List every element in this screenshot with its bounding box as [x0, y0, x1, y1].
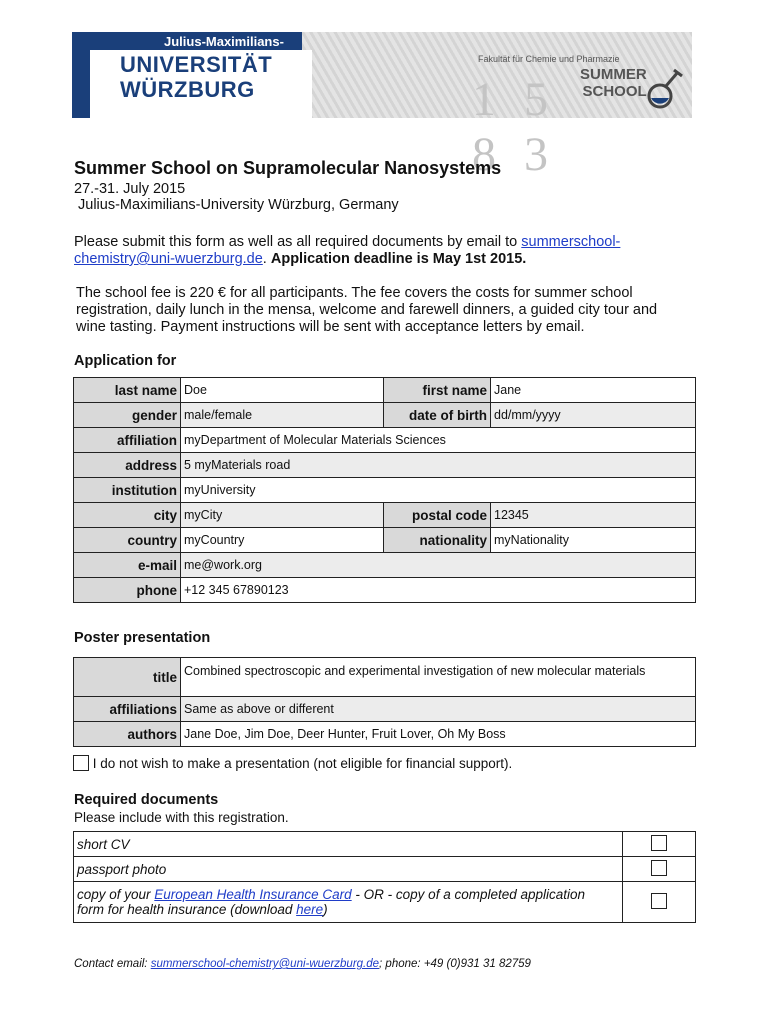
doc-cv: short CV: [74, 832, 623, 857]
poster-title-field[interactable]: Combined spectroscopic and experimental investigation of new molecular materials: [181, 658, 696, 697]
seal-digits: 15 83: [472, 73, 576, 181]
gender-field[interactable]: male/female: [181, 403, 384, 428]
institution-field[interactable]: myUniversity: [181, 478, 696, 503]
poster-table: [73, 657, 696, 747]
table-row: phone +12 345 67890123: [74, 578, 696, 603]
poster-heading: Poster presentation: [74, 630, 211, 646]
table-row: affiliation myDepartment of Molecular Materials Sciences: [74, 428, 696, 453]
table-row: affiliations Same as above or different: [74, 697, 696, 722]
submit-email-link-cont[interactable]: chemistry@uni-wuerzburg.de: [74, 251, 263, 267]
table-row: [74, 832, 696, 857]
table-row: title Combined spectroscopic and experimental investigation of new molecular materials: [74, 658, 696, 697]
poster-affiliations-field[interactable]: Same as above or different: [181, 697, 696, 722]
table-row: last name Doe first name Jane: [74, 378, 696, 403]
country-field[interactable]: myCountry: [181, 528, 384, 553]
logo-line1: UNIVERSITÄT: [120, 52, 273, 77]
footer-email-link[interactable]: summerschool-chemistry@uni-wuerzburg.de: [150, 958, 380, 970]
documents-subheading: Please include with this registration.: [74, 810, 289, 825]
ehic-link[interactable]: European Health Insurance Card: [154, 887, 352, 902]
table-row: [74, 857, 696, 882]
event-location: Julius-Maximilians-University Würzburg, Germany: [78, 197, 399, 213]
submit-email-link[interactable]: summerschool-: [521, 234, 621, 250]
table-row: gender male/female date of birth dd/mm/yyyy: [74, 403, 696, 428]
no-presentation-label: I do not wish to make a presentation (not eligible for financial support).: [92, 756, 513, 771]
affiliation-field[interactable]: myDepartment of Molecular Materials Sciences: [181, 428, 696, 453]
application-heading: Application for: [74, 353, 177, 369]
documents-table: [73, 831, 696, 923]
deadline: Application deadline is May 1st 2015.: [270, 251, 527, 267]
doc-ehic: copy of your European Health Insurance Card - OR - copy of a completed application form for health insurance (download here): [74, 882, 623, 923]
phone-field[interactable]: +12 345 67890123: [181, 578, 696, 603]
footer-contact: Contact email: summerschool-chemistry@uni-wuerzburg.de; phone: +49 (0)931 31 82759: [74, 958, 531, 970]
university-logo: [72, 32, 302, 118]
summer-school-logo: SUMMER SCHOOL: [580, 66, 647, 100]
event-dates: 27.-31. July 2015: [74, 181, 186, 197]
city-field[interactable]: myCity: [181, 503, 384, 528]
footer-phone: +49 (0)931 31 82759: [423, 958, 531, 970]
address-field[interactable]: 5 myMaterials road: [181, 453, 696, 478]
poster-authors-field[interactable]: Jane Doe, Jim Doe, Deer Hunter, Fruit Lover, Oh My Boss: [181, 722, 696, 747]
dob-field[interactable]: dd/mm/yyyy: [491, 403, 696, 428]
first-name-field[interactable]: Jane: [491, 378, 696, 403]
application-table: [73, 377, 696, 603]
last-name-field[interactable]: Doe: [181, 378, 384, 403]
table-row: address 5 myMaterials road: [74, 453, 696, 478]
table-row: e-mail me@work.org: [74, 553, 696, 578]
documents-heading: Required documents: [74, 792, 219, 808]
table-row: authors Jane Doe, Jim Doe, Deer Hunter, Fruit Lover, Oh My Boss: [74, 722, 696, 747]
email-field[interactable]: me@work.org: [181, 553, 696, 578]
faculty-name: Fakultät für Chemie und Pharmazie: [478, 54, 620, 64]
logo-top-text: Julius-Maximilians-: [164, 34, 284, 49]
doc-passport: passport photo: [74, 857, 623, 882]
postal-code-field[interactable]: 12345: [491, 503, 696, 528]
logo-line2: WÜRZBURG: [120, 77, 255, 102]
table-row: institution myUniversity: [74, 478, 696, 503]
table-row: country myCountry nationality myNationality: [74, 528, 696, 553]
table-row: city myCity postal code 12345: [74, 503, 696, 528]
passport-checkbox[interactable]: [651, 860, 667, 876]
nationality-field[interactable]: myNationality: [491, 528, 696, 553]
flask-icon: [644, 68, 684, 112]
cv-checkbox[interactable]: [651, 835, 667, 851]
fee-info: The school fee is 220 € for all participants. The fee covers the costs for summer school registration, daily lunch in the mensa, welcome and farewell dinners, a guided city tour and wine tasting. Payment instructions will be sent with acceptance letters by email.: [76, 285, 658, 335]
download-here-link[interactable]: here: [296, 902, 324, 917]
submit-instructions: Please submit this form as well as all required documents by email to summerschool- chemistry@uni-wuerzburg.de. Application deadline is May 1st 2015.: [74, 234, 621, 267]
page-title: Summer School on Supramolecular Nanosystems: [74, 158, 502, 178]
table-row: [74, 882, 696, 923]
no-presentation-option: [73, 755, 512, 771]
no-presentation-checkbox[interactable]: [73, 755, 89, 771]
ehic-checkbox[interactable]: [651, 893, 667, 909]
